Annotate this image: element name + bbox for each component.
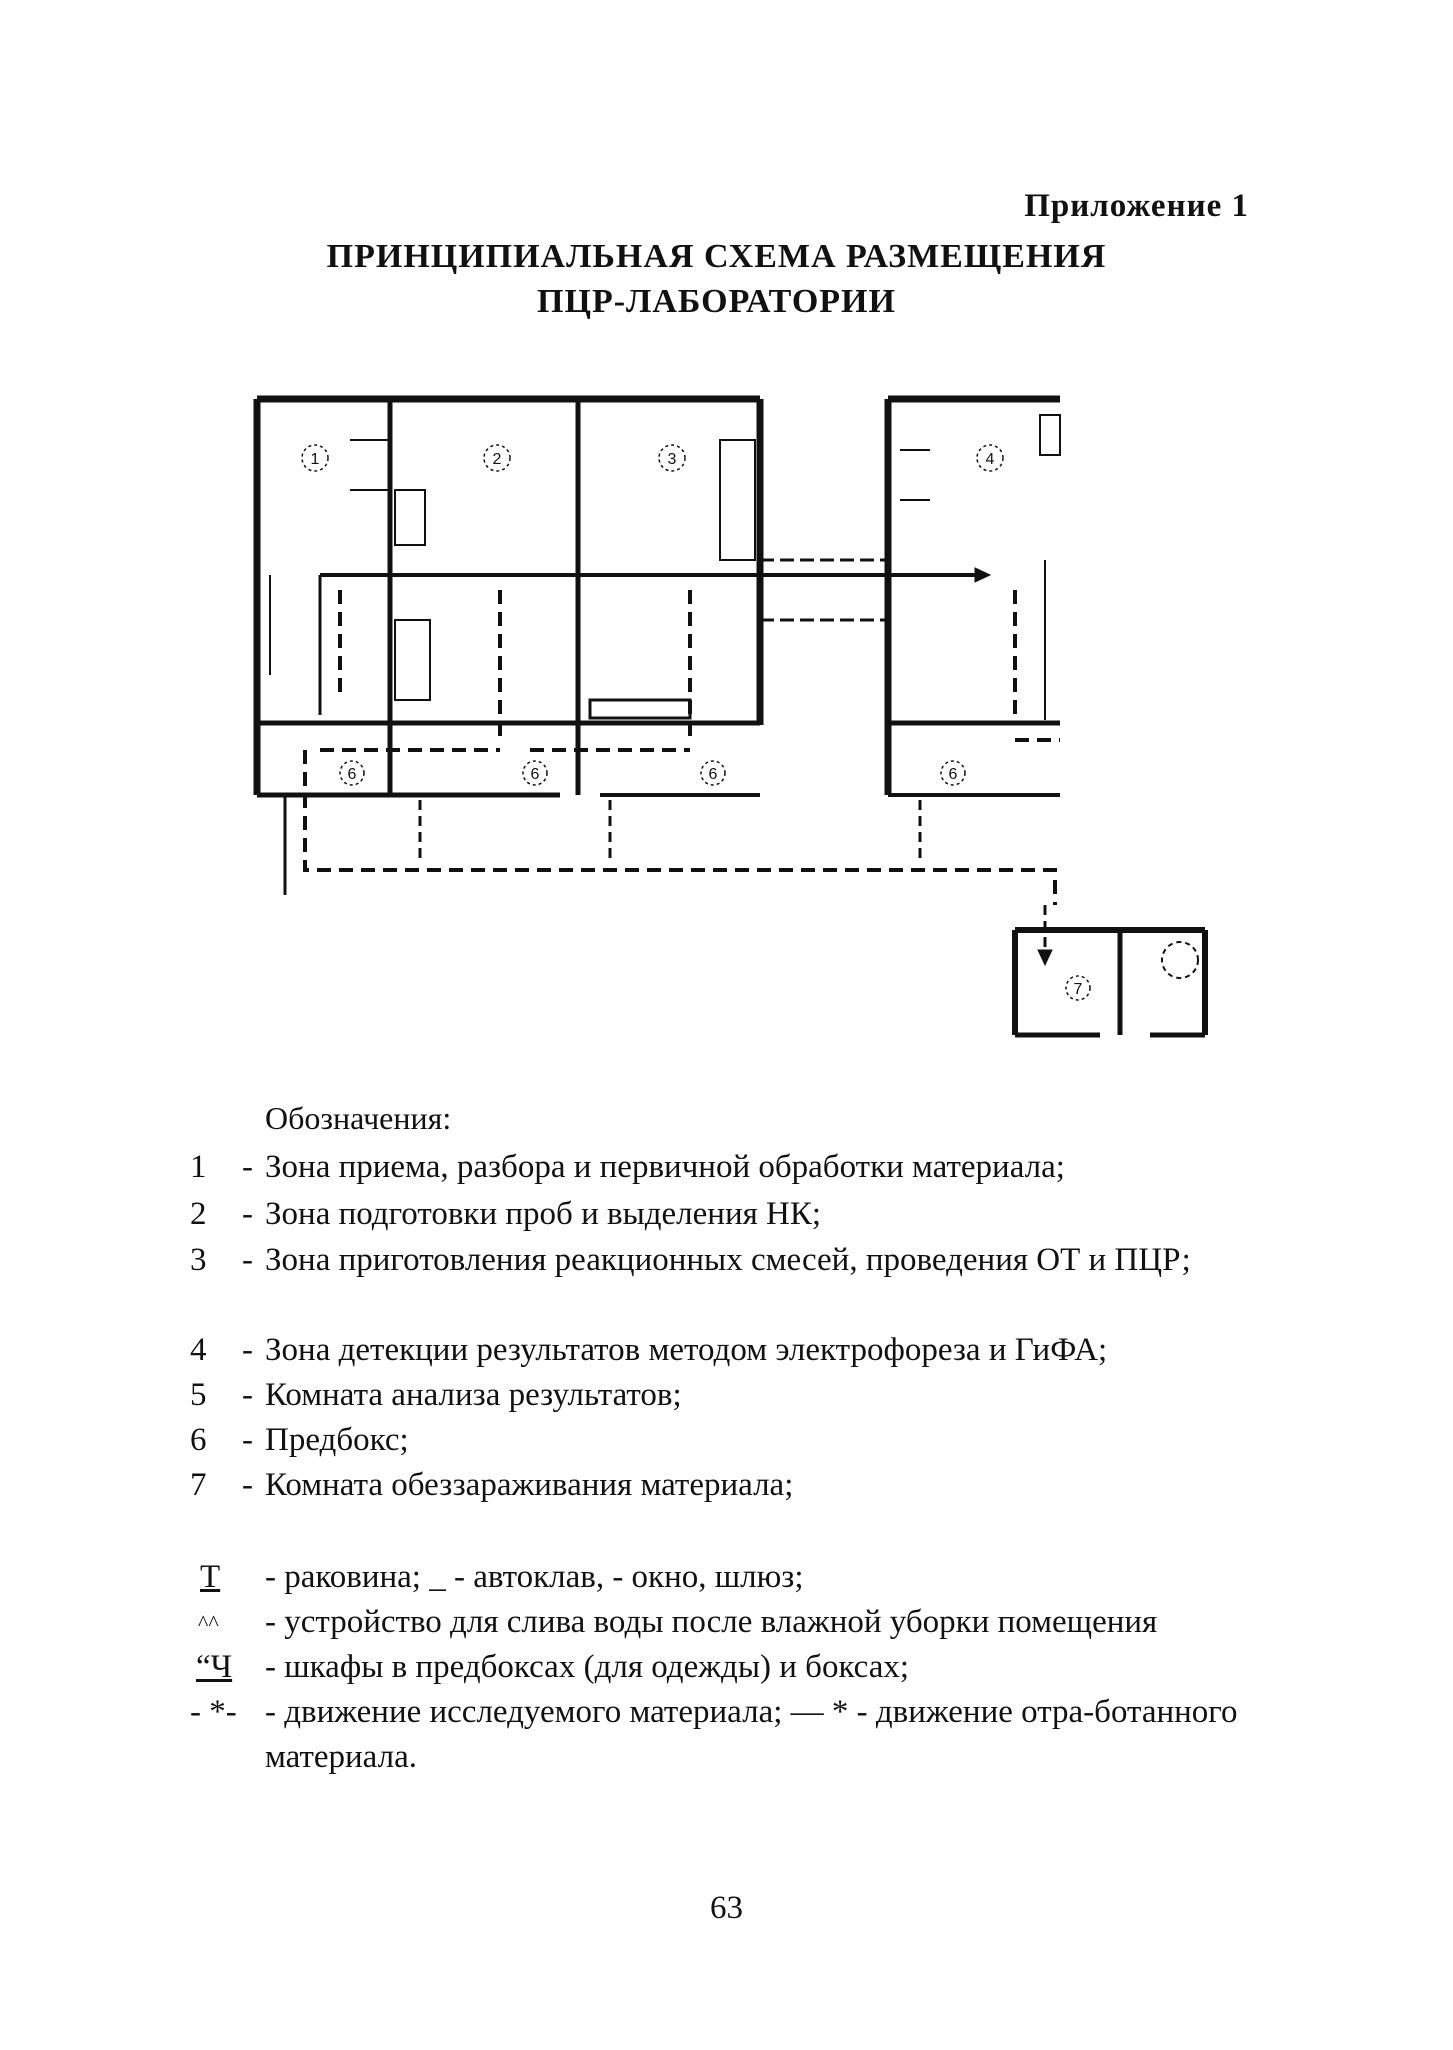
room-label-1: 1	[310, 451, 320, 468]
room-label-7: 7	[1073, 981, 1083, 998]
room-label-4: 4	[985, 451, 995, 468]
room-label-6d: 6	[948, 766, 958, 783]
room-label-2: 2	[492, 451, 502, 468]
page-number: 63	[710, 1890, 743, 1926]
page-title-line-1: ПРИНЦИПИАЛЬНАЯ СХЕМА РАЗМЕЩЕНИЯ	[326, 238, 1107, 275]
room-label-6a: 6	[347, 766, 357, 783]
room-label-6c: 6	[708, 766, 718, 783]
symbol-item-cabinets: “Ч - шкафы в предбоксах (для одежды) и боксах;	[196, 1649, 910, 1685]
room-label-6b: 6	[530, 766, 540, 783]
page-title-line-2: ПЦР-ЛАБОРАТОРИИ	[537, 283, 896, 320]
legend-item: 5 - Комната анализа результатов;	[190, 1377, 682, 1413]
legend-item: 2 - Зона подготовки проб и выделения НК;	[190, 1196, 822, 1232]
appendix-label: Приложение 1	[1024, 188, 1249, 224]
legend-item: 1 - Зона приема, разбора и первичной обработки материала;	[190, 1149, 1065, 1185]
legend-item: 3 - Зона приготовления реакционных смесей, проведения ОТ и ПЦР;	[190, 1242, 1191, 1278]
legend-item: 6 - Предбокс;	[190, 1422, 409, 1458]
symbol-item-drain: ^^ - устройство для слива воды после влажной уборки помещения	[198, 1604, 1158, 1640]
legend-item: 4 - Зона детекции результатов методом электрофореза и ГиФА;	[190, 1332, 1108, 1368]
legend-heading: Обозначения:	[265, 1100, 452, 1136]
legend-item: 7 - Комната обеззараживания материала;	[190, 1467, 794, 1503]
symbol-item-flow: - *- - движение исследуемого материала; — * - движение отра-ботанного материала.	[190, 1694, 1238, 1775]
symbol-item-sink: Т - раковина; _ - автоклав, - окно, шлюз;	[200, 1559, 804, 1595]
room-label-3: 3	[667, 451, 677, 468]
